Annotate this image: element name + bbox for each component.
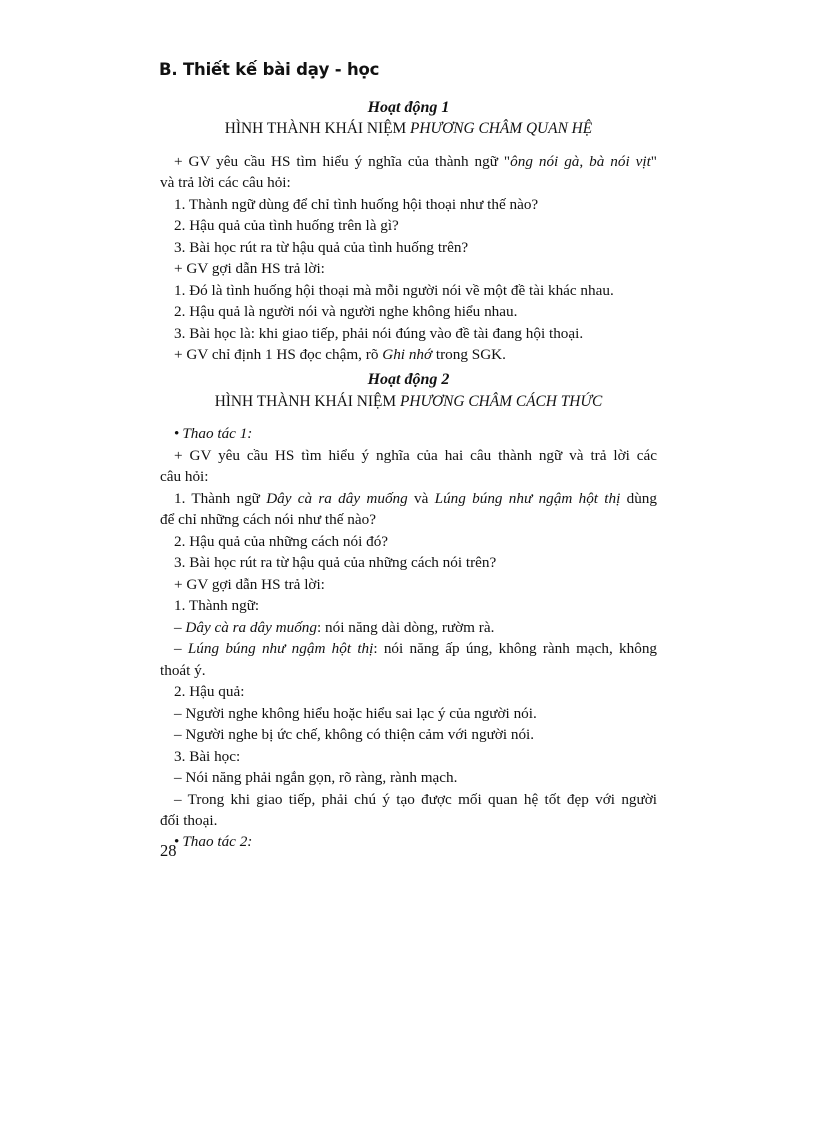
answer-2-item-1: – Người nghe không hiểu hoặc hiểu sai lạc ý của người nói. bbox=[174, 705, 537, 722]
paragraph-line: câu hỏi: bbox=[160, 468, 209, 485]
guide-line: + GV gợi dẫn HS trả lời: bbox=[174, 576, 325, 593]
activity-1-title: Hoạt động 1 bbox=[367, 99, 450, 116]
question-1: 1. Thành ngữ dùng để chỉ tình huống hội thoại như thế nào? bbox=[174, 196, 539, 213]
answer-1-item-2: – Lúng búng như ngậm hột thị: nói năng ấp úng, không rành mạch, không bbox=[174, 640, 658, 657]
answer-3-item-1: – Nói năng phải ngắn gọn, rõ ràng, rành mạch. bbox=[174, 769, 458, 786]
answer-3-item-2: – Trong khi giao tiếp, phải chú ý tạo được mối quan hệ tốt đẹp với người bbox=[174, 791, 657, 808]
bullet-icon: • bbox=[174, 833, 180, 850]
answer-3: 3. Bài học là: khi giao tiếp, phải nói đúng vào đề tài đang hội thoại. bbox=[174, 325, 584, 342]
assign-line: + GV chỉ định 1 HS đọc chậm, rõ Ghi nhớ trong SGK. bbox=[174, 346, 506, 363]
answer-1: 1. Đó là tình huống hội thoại mà mỗi người nói về một đề tài khác nhau. bbox=[174, 282, 614, 299]
answer-3-item-2-cont: đối thoại. bbox=[160, 812, 218, 829]
answer-2: 2. Hậu quả là người nói và người nghe không hiểu nhau. bbox=[174, 303, 518, 320]
paragraph-line: + GV yêu cầu HS tìm hiểu ý nghĩa của thành ngữ "ông nói gà, bà nói vịt" bbox=[174, 153, 657, 170]
activity-2-title: Hoạt động 2 bbox=[367, 371, 450, 388]
subtitle-italic-text: PHƯƠNG CHÂM CÁCH THỨC bbox=[399, 393, 603, 410]
question-1: 1. Thành ngữ Dây cà ra dây muống và Lúng búng như ngậm hột thị dùng bbox=[174, 490, 657, 507]
paragraph-line: + GV yêu cầu HS tìm hiểu ý nghĩa của hai câu thành ngữ và trả lời các bbox=[174, 447, 657, 464]
answer-1-item-2-cont: thoát ý. bbox=[160, 662, 206, 679]
question-2: 2. Hậu quả của tình huống trên là gì? bbox=[174, 217, 399, 234]
subtitle-text: HÌNH THÀNH KHÁI NIỆM bbox=[224, 120, 411, 137]
question-1-cont: để chỉ những cách nói như thế nào? bbox=[160, 511, 376, 528]
bullet-icon: • bbox=[174, 425, 180, 442]
question-3: 3. Bài học rút ra từ hậu quả của những cách nói trên? bbox=[174, 554, 497, 571]
section-heading: B. Thiết kế bài dạy - học bbox=[159, 60, 380, 79]
question-2: 2. Hậu quả của những cách nói đó? bbox=[174, 533, 389, 550]
answer-2-item-2: – Người nghe bị ức chế, không có thiện cảm với người nói. bbox=[174, 726, 535, 743]
activity-2-subtitle bbox=[160, 393, 657, 411]
answer-2-head: 2. Hậu quả: bbox=[174, 683, 245, 700]
subtitle-italic-text: PHƯƠNG CHÂM QUAN HỆ bbox=[410, 120, 593, 137]
paragraph-line: và trả lời các câu hỏi: bbox=[160, 174, 291, 191]
page-number: 28 bbox=[160, 841, 177, 860]
step-1: • Thao tác 1: bbox=[174, 423, 252, 445]
guide-line: + GV gợi dẫn HS trả lời: bbox=[174, 260, 325, 277]
step-2: • Thao tác 2: bbox=[174, 831, 252, 853]
question-3: 3. Bài học rút ra từ hậu quả của tình huống trên? bbox=[174, 239, 469, 256]
answer-3-head: 3. Bài học: bbox=[174, 748, 241, 765]
answer-1-item-1: – Dây cà ra dây muống: nói năng dài dòng, rườm rà. bbox=[174, 619, 495, 636]
subtitle-text: HÌNH THÀNH KHÁI NIỆM bbox=[214, 393, 400, 410]
activity-1-subtitle bbox=[160, 120, 657, 138]
answer-1-head: 1. Thành ngữ: bbox=[174, 597, 260, 614]
